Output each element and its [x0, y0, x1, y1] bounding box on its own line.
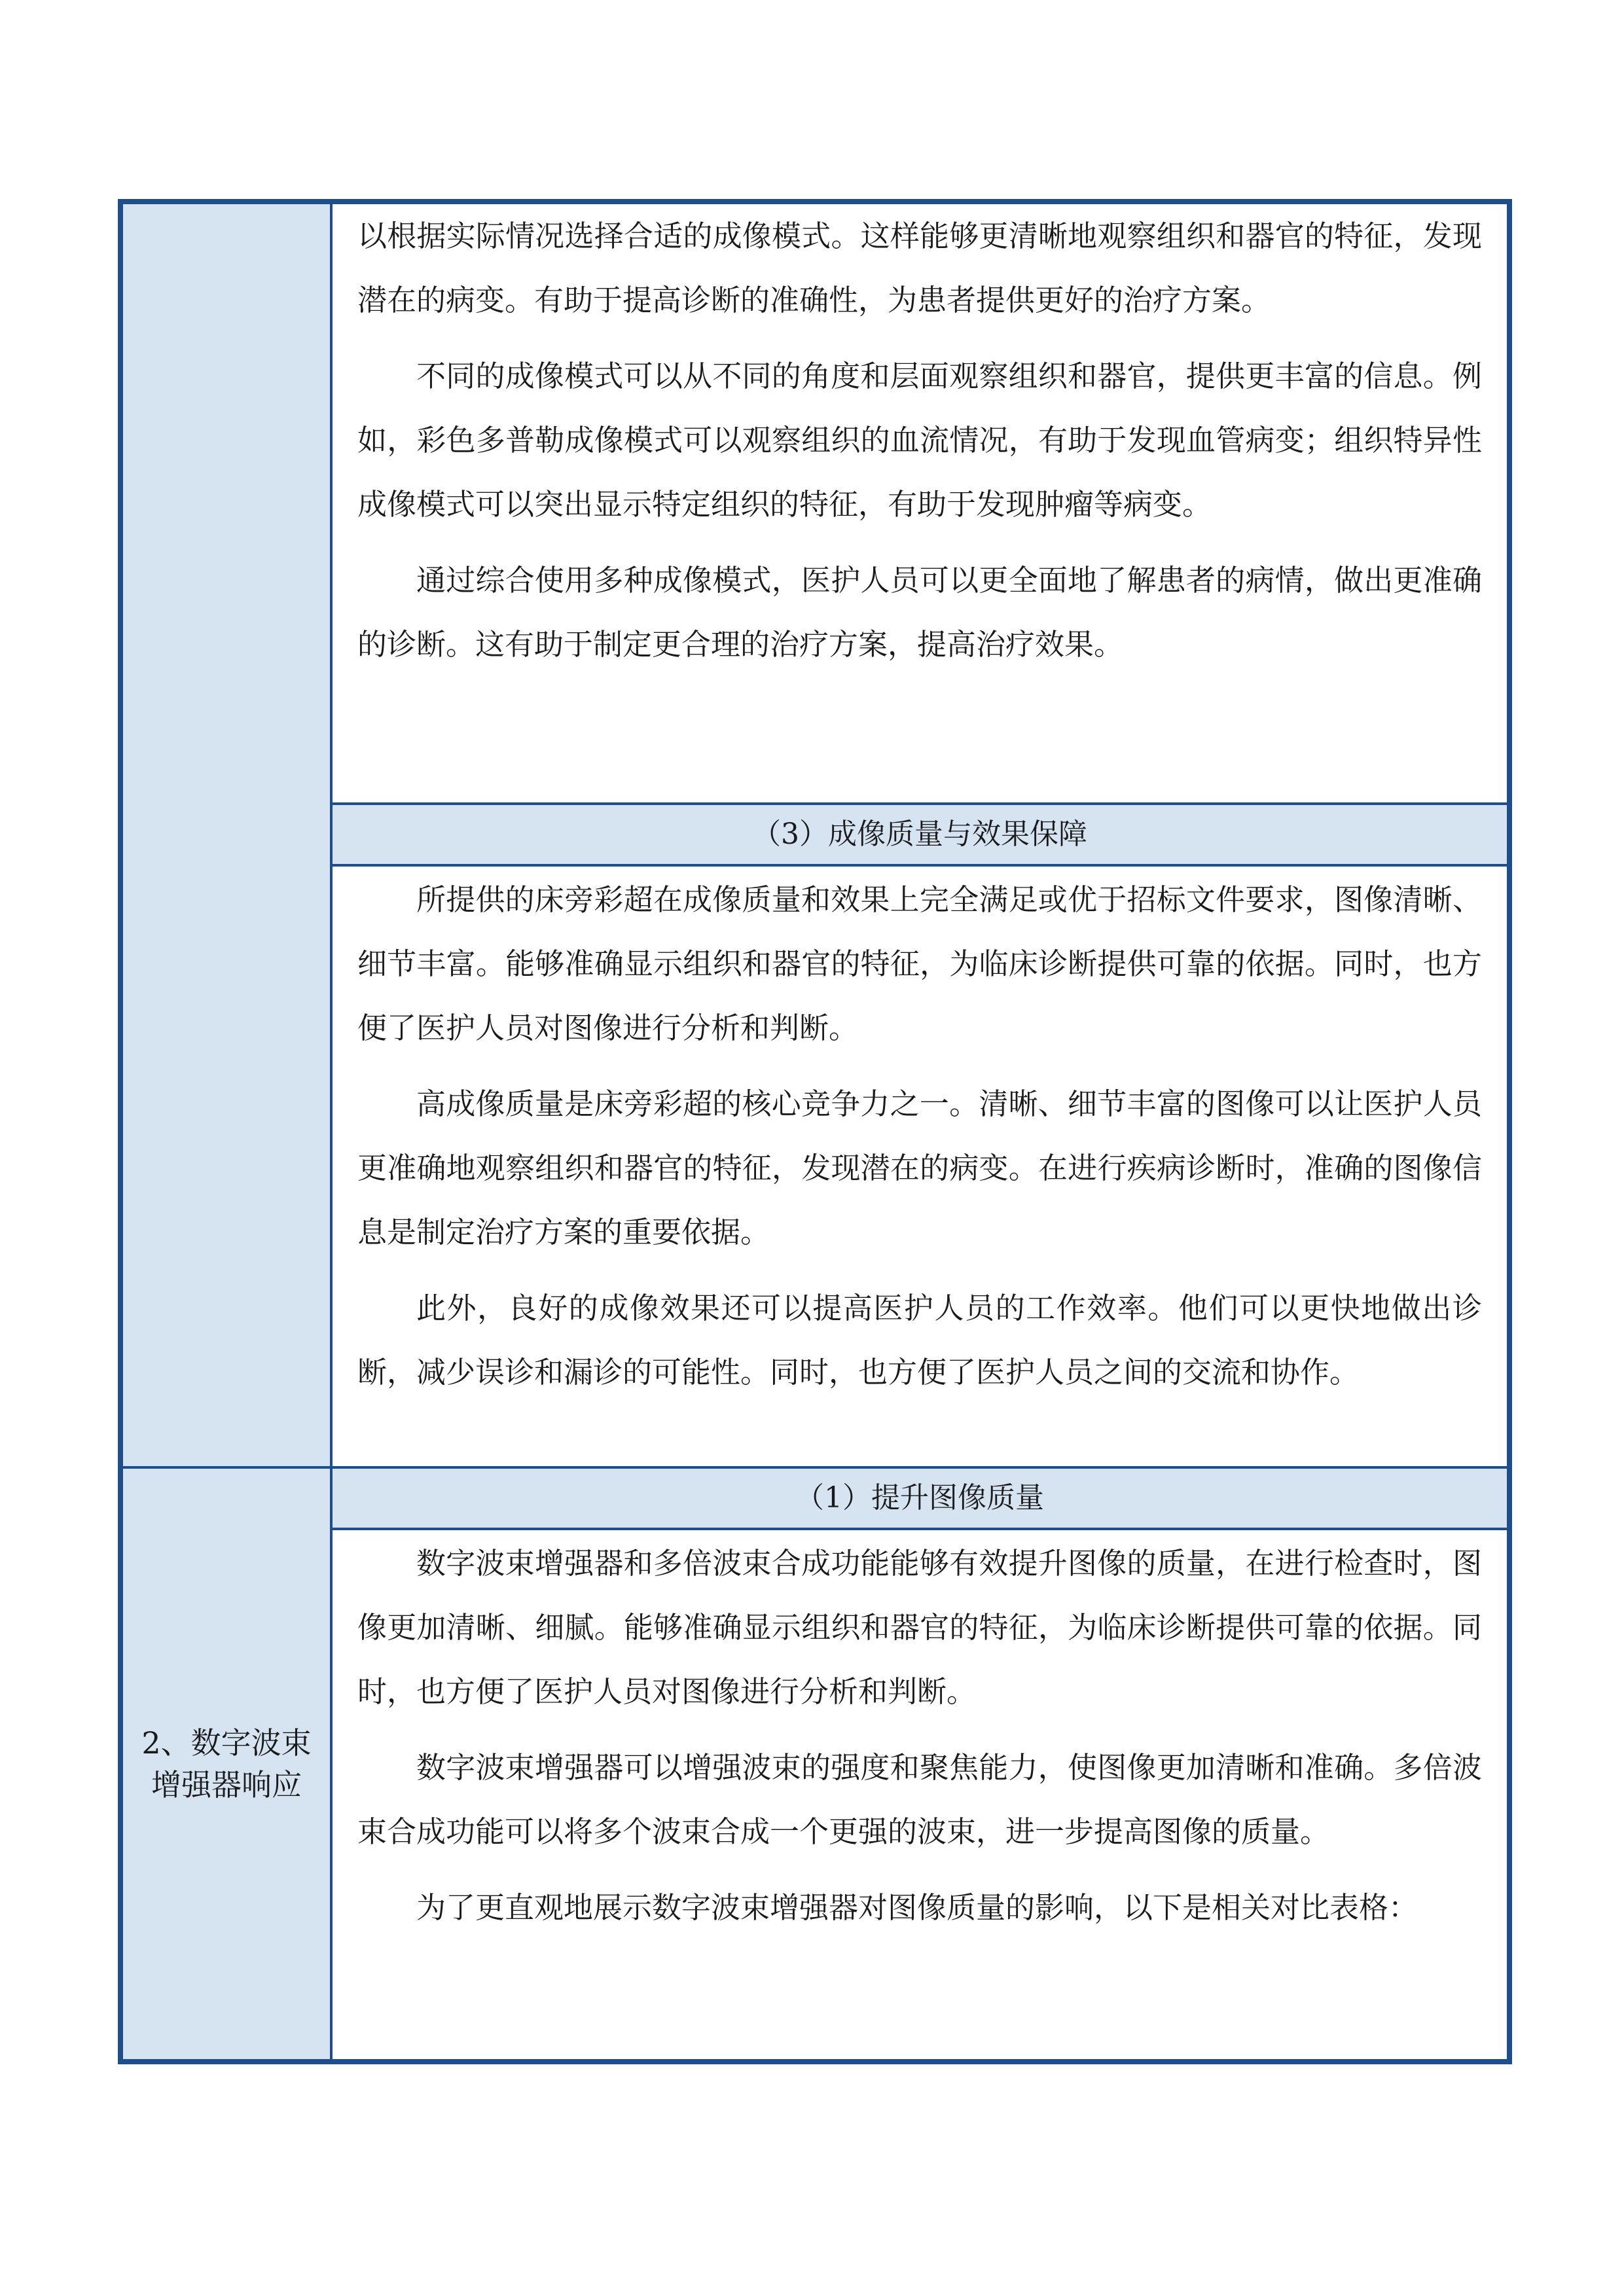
- paragraph: 通过综合使用多种成像模式，医护人员可以更全面地了解患者的病情，做出更准确的诊断。这有助于制定更合理的治疗方案，提高治疗效果。: [357, 563, 1482, 662]
- section-2-content-cell: [331, 1529, 1509, 2062]
- section-1-label-cell: [120, 202, 331, 1467]
- paragraph: 高成像质量是床旁彩超的核心竞争力之一。清晰、细节丰富的图像可以让医护人员更准确地观察组织和器官的特征，发现潜在的病变。在进行疾病诊断时，准确的图像信息是制定治疗方案的重要依据。: [357, 1086, 1482, 1249]
- paragraph: 数字波束增强器和多倍波束合成功能能够有效提升图像的质量，在进行检查时，图像更加清晰、细腻。能够准确显示组织和器官的特征，为临床诊断提供可靠的依据。同时，也方便了医护人员对图像进行分析和判断。: [357, 1546, 1482, 1709]
- subheading-imaging-quality: （3）成像质量与效果保障: [331, 804, 1509, 865]
- document-table: [118, 199, 1512, 2064]
- paragraph: 数字波束增强器可以增强波束的强度和聚焦能力，使图像更加清晰和准确。多倍波束合成功能可以将多个波束合成一个更强的波束，进一步提高图像的质量。: [357, 1750, 1482, 1849]
- section-1b-content-cell: [331, 865, 1509, 1467]
- section-2-label-cell: 2、数字波束增强器响应: [120, 1467, 331, 2062]
- paragraph: 以根据实际情况选择合适的成像模式。这样能够更清晰地观察组织和器官的特征，发现潜在的病变。有助于提高诊断的准确性，为患者提供更好的治疗方案。: [357, 219, 1482, 317]
- paragraph: 所提供的床旁彩超在成像质量和效果上完全满足或优于招标文件要求，图像清晰、细节丰富。能够准确显示组织和器官的特征，为临床诊断提供可靠的依据。同时，也方便了医护人员对图像进行分析和判断。: [357, 882, 1482, 1045]
- section-1-content-cell: [331, 202, 1509, 804]
- paragraph: 此外，良好的成像效果还可以提高医护人员的工作效率。他们可以更快地做出诊断，减少误诊和漏诊的可能性。同时，也方便了医护人员之间的交流和协作。: [357, 1291, 1482, 1390]
- paragraph: 不同的成像模式可以从不同的角度和层面观察组织和器官，提供更丰富的信息。例如，彩色多普勒成像模式可以观察组织的血流情况，有助于发现血管病变；组织特异性成像模式可以突出显示特定组织的特征，有助于发现肿瘤等病变。: [357, 359, 1482, 522]
- subheading-improve-image-quality: （1）提升图像质量: [331, 1467, 1509, 1529]
- paragraph: 为了更直观地展示数字波束增强器对图像质量的影响，以下是相关对比表格：: [416, 1890, 1418, 1925]
